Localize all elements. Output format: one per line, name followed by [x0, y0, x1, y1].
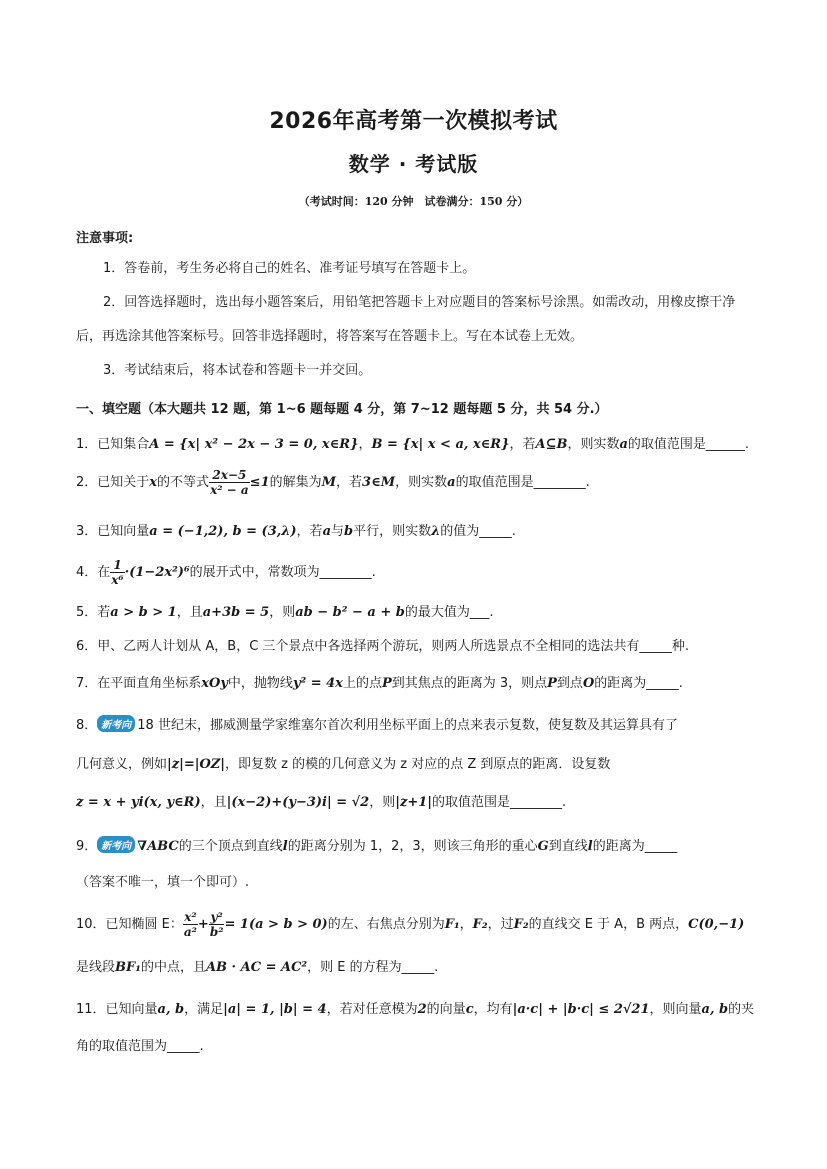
question-11-line-2	[76, 1035, 752, 1054]
q11-text-c: ，满足	[184, 1002, 224, 1017]
question-8-line-1	[76, 714, 752, 733]
q3-text-c: ，若	[296, 524, 323, 539]
q10-point-c: C(0,−1)	[688, 917, 745, 932]
new-tag-badge: 新考向	[97, 836, 135, 853]
section-heading: 一、填空题（本大题共 12 题，第 1~6 题每题 4 分，第 7~12 题每题 5 分，共 54 分.）	[76, 402, 608, 417]
q9-triangle: ∇ABC	[137, 839, 179, 854]
q8-number: 8．	[76, 718, 98, 733]
q3-text-g: 平行，则实数	[353, 524, 432, 539]
exam-info: （考试时间：120 分钟 试卷满分：150 分）	[298, 195, 529, 208]
q11-vec-c: c	[465, 1002, 474, 1017]
q10-eq: = 1(a > b > 0)	[224, 917, 328, 932]
q2-text-i: ，则实数	[395, 475, 448, 490]
q11-text-m: 的夹	[728, 1002, 755, 1017]
q6-text: 6．甲、乙两人计划从 A，B，C 三个景点中各选择两个游玩，则两人所选景点不全相同的选法共有_____种.	[76, 639, 690, 654]
q10-text-e: ，	[459, 917, 473, 932]
q2-text-a: 2．已知关于	[76, 475, 150, 490]
q10-frac-1	[183, 910, 198, 939]
q2-blank: 的取值范围是________.	[455, 475, 590, 490]
q11-moduli: |a| = 1, |b| = 4	[223, 1002, 327, 1017]
q5-text-a: 5．若	[76, 605, 111, 620]
q11-text-g: 的向量	[426, 1002, 466, 1017]
q9-text-c: 的三个顶点到直线	[178, 839, 283, 854]
q10-frac1-num: x²	[184, 910, 197, 924]
q3-vec-b: b	[344, 524, 354, 539]
q4-fraction	[110, 558, 124, 587]
q2-member: 3∈M	[362, 475, 396, 490]
q7-text-c: 中，抛物线	[227, 676, 293, 691]
q1-set-b: B = {x| x < a, x∈R}	[371, 437, 510, 452]
q11-text-e: ，若对任意模为	[326, 1002, 418, 1017]
q5-text-c: ，且	[176, 605, 203, 620]
q1-text-a: 1．已知集合	[76, 437, 150, 452]
q1-blank: 的取值范围是______.	[627, 437, 750, 452]
q1-set-a: A = {x| x² − 2x − 3 = 0, x∈R}	[149, 437, 359, 452]
q3-lambda: λ	[431, 524, 441, 539]
q10-frac2-num: y²	[210, 910, 223, 924]
q10-frac-2	[209, 910, 225, 939]
question-6	[76, 635, 752, 654]
q7-parabola: y² = 4x	[292, 676, 343, 691]
q1-text-g: ，则实数	[567, 437, 620, 452]
notice-item-1: 1．答卷前，考生务必将自己的姓名、准考证号填写在答题卡上。	[103, 261, 476, 276]
q5-blank: 的最大值为___.	[404, 605, 494, 620]
q11-text-k: ，则向量	[649, 1002, 702, 1017]
q7-point-p: P	[381, 676, 392, 691]
q8-text-i: ，则	[369, 795, 396, 810]
q2-text-g: ，若	[336, 475, 363, 490]
q10-text-a: 10．已知椭圆 E：	[76, 917, 183, 932]
exam-title: 2026年高考第一次模拟考试	[269, 109, 558, 134]
q9-text-e: 的距离分别为 1，2，3，则该三角形的重心	[287, 839, 538, 854]
q10-f2b: F₂	[513, 917, 529, 932]
q3-blank: 的值为_____.	[440, 524, 516, 539]
notice-item-2: 2．回答选择题时，选出每小题答案后，用铅笔把答题卡上对应题目的答案标号涂黑。如需改动，用橡皮擦干净后，再选涂其他答案标号。回答非选择题时，将答案写在答题卡上。写在本试卷上无效。	[76, 295, 736, 344]
q8-complex: z = x + yi(x, y∈R)	[76, 795, 201, 810]
q8-text-e: ，即复数 z 的模的几何意义为 z 对应的点 Z 到原点的距离．设复数	[225, 757, 611, 772]
q9-number: 9．	[76, 839, 98, 854]
q7-origin: O	[582, 676, 595, 691]
q9-blank: 的距离为_____	[592, 839, 678, 854]
new-tag-badge: 新考向	[97, 715, 135, 732]
q5-ineq: a > b > 1	[110, 605, 177, 620]
q9-line-l2: l	[587, 839, 593, 854]
question-8-line-3	[76, 791, 752, 810]
q8-text-g: ，且	[200, 795, 227, 810]
q7-point-p2: P	[547, 676, 557, 691]
q11-two: 2	[417, 1002, 427, 1017]
q9-line-l: l	[282, 839, 288, 854]
question-1	[76, 433, 752, 452]
q8-target: |z+1|	[395, 795, 433, 810]
q1-var-a: a	[619, 437, 628, 452]
q8-text-b: 18 世纪末，挪威测量学家维塞尔首次利用坐标平面上的点来表示复数，使复数及其运算具有了	[137, 718, 678, 733]
q10-text-g: ，过	[487, 917, 514, 932]
q10-text-m: 的中点，且	[140, 960, 206, 975]
q7-text-i: 到点	[556, 676, 583, 691]
q2-frac-den: x² − a	[210, 483, 249, 497]
q4-binomial: ·(1−2x²)⁶	[124, 565, 190, 580]
notice-heading: 注意事项:	[76, 231, 134, 246]
question-7	[76, 672, 752, 691]
q10-segment: BF₁	[115, 960, 141, 975]
q10-text-c: 的左、右焦点分别为	[327, 917, 445, 932]
q7-blank: 的距离为_____.	[594, 676, 683, 691]
q8-text-c: 几何意义，例如	[76, 757, 168, 772]
q3-text-a: 3．已知向量	[76, 524, 150, 539]
question-9-line-1	[76, 835, 752, 854]
q11-vectors: a, b	[157, 1002, 185, 1017]
q2-text-c: 的不等式	[157, 475, 210, 490]
q7-plane: xOy	[201, 676, 228, 691]
q2-leq: ≤1	[249, 475, 270, 490]
q9-text-g: 到直线	[548, 839, 588, 854]
q10-frac1-den: a²	[183, 925, 197, 939]
q8-blank: 的取值范围是________.	[432, 795, 567, 810]
question-2	[76, 468, 752, 497]
q7-text-a: 7．在平面直角坐标系	[76, 676, 202, 691]
q2-text-e: 的解集为	[269, 475, 322, 490]
q3-text-e: 与	[331, 524, 345, 539]
q8-modulus: |z|=|OZ|	[167, 757, 226, 772]
q10-f2: F₂	[472, 917, 488, 932]
q10-frac2-den: b²	[209, 925, 224, 939]
q4-blank: 的展开式中，常数项为________.	[189, 565, 376, 580]
question-5	[76, 601, 752, 620]
q10-plus: +	[197, 917, 209, 932]
q11-text-a: 11．已知向量	[76, 1002, 158, 1017]
q4-frac-num: 1	[110, 558, 124, 573]
question-9-line-2	[76, 871, 752, 890]
question-10-line-2	[76, 956, 752, 975]
q10-blank: ，则 E 的方程为_____.	[307, 960, 439, 975]
question-3	[76, 520, 752, 539]
q5-expr: ab − b² − a + b	[295, 605, 405, 620]
q2-var-a: a	[447, 475, 456, 490]
q7-text-g: 到其焦点的距离为 3，则点	[391, 676, 548, 691]
q8-condition: |(x−2)+(y−3)i| = √2	[226, 795, 370, 810]
q3-vectors: a = (−1,2), b = (3,λ)	[149, 524, 297, 539]
q10-f1: F₁	[444, 917, 460, 932]
q7-text-e: 上的点	[342, 676, 382, 691]
exam-subtitle: 数学 · 考试版	[348, 152, 479, 176]
q1-subset: A⊆B	[535, 437, 568, 452]
question-8-line-2	[76, 753, 752, 772]
question-11-line-1	[76, 998, 755, 1017]
question-10-line-1	[76, 910, 752, 939]
q5-text-e: ，则	[269, 605, 296, 620]
q4-frac-den: x⁶	[111, 573, 124, 587]
q10-dot: AB · AC = AC²	[205, 960, 308, 975]
q9-centroid: G	[537, 839, 549, 854]
q2-var-x: x	[149, 475, 158, 490]
q3-vec-a: a	[322, 524, 331, 539]
q10-text-i: 的直线交 E 于 A，B 两点，	[528, 917, 689, 932]
q1-text-c: ，	[358, 437, 372, 452]
q9-text-j: （答案不唯一，填一个即可）.	[76, 875, 250, 890]
q4-text-a: 4．在	[76, 565, 111, 580]
q11-blank: 角的取值范围为_____.	[76, 1039, 204, 1054]
q11-text-i: ，均有	[473, 1002, 513, 1017]
q11-vectors-2: a, b	[701, 1002, 729, 1017]
notice-item-3: 3．考试结束后，将本试卷和答题卡一并交回。	[103, 363, 372, 378]
question-4	[76, 558, 752, 587]
q11-inequality: |a·c| + |b·c| ≤ 2√21	[512, 1002, 650, 1017]
q2-fraction	[209, 468, 250, 497]
q5-eq: a+3b = 5	[202, 605, 270, 620]
q1-text-e: ，若	[509, 437, 536, 452]
q2-set-m: M	[321, 475, 337, 490]
q10-text-k: 是线段	[76, 960, 116, 975]
q2-frac-num: 2x−5	[209, 468, 250, 483]
